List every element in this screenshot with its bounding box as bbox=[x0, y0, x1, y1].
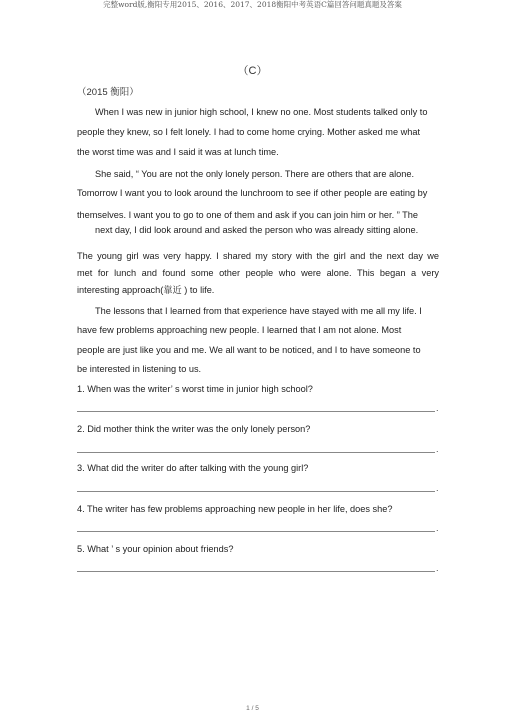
answer-line-2[interactable] bbox=[77, 452, 435, 453]
passage-line: interesting approach(靠近 ) to life. bbox=[77, 285, 215, 295]
question-3: 3. What did the writer do after talking with the young girl? bbox=[77, 463, 309, 473]
question-4: 4. The writer has few problems approaching new people in her life, does she? bbox=[77, 504, 393, 514]
answer-end-mark: . bbox=[436, 444, 439, 454]
answer-line-3[interactable] bbox=[77, 491, 435, 492]
passage-line: themselves. I want you to go to one of them and ask if you can join him or her. ” The bbox=[77, 210, 418, 220]
source-label: （2015 衡阳） bbox=[77, 87, 139, 98]
question-1: 1. When was the writer’ s worst time in junior high school? bbox=[77, 384, 313, 394]
answer-end-mark: . bbox=[436, 483, 439, 493]
passage-line: the worst time was and I said it was at lunch time. bbox=[77, 147, 279, 157]
section-label: （C） bbox=[237, 65, 268, 77]
passage-line: be interested in listening to us. bbox=[77, 364, 202, 374]
passage-line: She said, “ You are not the only lonely person. There are others that are alone. bbox=[95, 169, 415, 179]
passage-line: have few problems approaching new people. I learned that I am not alone. Most bbox=[77, 325, 402, 335]
question-2: 2. Did mother think the writer was the only lonely person? bbox=[77, 424, 311, 434]
passage-line: The lessons that I learned from that experience have stayed with me all my life. I bbox=[95, 306, 422, 316]
answer-end-mark: . bbox=[436, 403, 439, 413]
question-5: 5. What ’ s your opinion about friends? bbox=[77, 544, 234, 554]
passage-line: The young girl was very happy. I shared my story with the girl and the next day we bbox=[77, 251, 439, 261]
passage-line: people they knew, so I felt lonely. I had to come home crying. Mother asked me what bbox=[77, 127, 421, 137]
passage-line: When I was new in junior high school, I knew no one. Most students talked only to bbox=[95, 107, 428, 117]
answer-end-mark: . bbox=[436, 563, 439, 573]
passage-line: met for lunch and found some other people who were alone. This began a very bbox=[77, 268, 439, 278]
page-number: 1 / 5 bbox=[246, 705, 259, 712]
passage-line: next day, I did look around and asked the person who was already sitting alone. bbox=[95, 225, 419, 235]
passage-line: people are just like you and me. We all want to be noticed, and I to have someone to bbox=[77, 345, 421, 355]
answer-end-mark: . bbox=[436, 523, 439, 533]
answer-line-1[interactable] bbox=[77, 411, 435, 412]
page-header: 完整word版,衡阳专用2015、2016、2017、2018衡阳中考英语C篇回答问题真题及答案 bbox=[103, 0, 402, 9]
answer-line-4[interactable] bbox=[77, 531, 435, 532]
answer-line-5[interactable] bbox=[77, 571, 435, 572]
passage-line: Tomorrow I want you to look around the lunchroom to see if other people are eating by bbox=[77, 188, 428, 198]
